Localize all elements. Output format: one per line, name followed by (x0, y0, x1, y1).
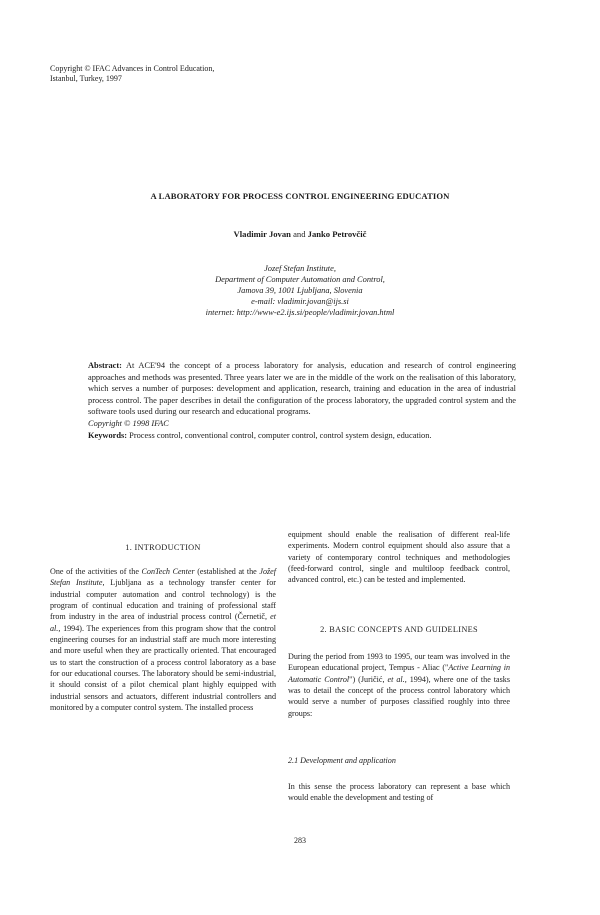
affiliation-internet: internet: http://www-e2.ijs.si/people/vladimir.jovan.html (205, 308, 395, 317)
author-name: Vladimir Jovan (233, 229, 291, 239)
affiliation (0, 263, 600, 318)
basic-concepts-paragraph (288, 651, 510, 719)
copyright-line: Copyright © IFAC Advances in Control Education, (50, 64, 215, 73)
keywords-text: Process control, conventional control, computer control, control system design, education. (127, 431, 432, 440)
text-run: One of the activities of the (50, 567, 142, 576)
section-heading-introduction: 1. INTRODUCTION (125, 543, 201, 552)
development-paragraph: In this sense the process laboratory can represent a base which would enable the development and testing of (288, 782, 510, 803)
subsection-heading: 2.1 Development and application (288, 756, 396, 765)
text-run-italic: ConTech Center (141, 567, 195, 576)
abstract-label: Abstract: (88, 361, 122, 370)
authors (0, 229, 600, 239)
author-conjunction: and (290, 229, 308, 239)
text-run: (established at the (194, 567, 260, 576)
text-run-italic: Active Learning in Automatic Control (288, 663, 510, 684)
text-run-italic: et al. (387, 674, 405, 684)
text-run: During the period from 1993 to 1995, our team was involved in the European educational project, Tempus - Aliac (" (288, 652, 510, 673)
text-run: , Ljubljana as a technology transfer center for industrial computer automation and control technology) is the program of continual education and training of professional staff from industry in the area of industrial process control (Černetič, (50, 578, 276, 622)
abstract (88, 360, 516, 430)
affiliation-institute: Jozef Stefan Institute, (264, 264, 336, 273)
text-run: ") (Juričić, (349, 674, 388, 684)
right-column-continuation: equipment should enable the realisation of different real-life experiments. Modern control equipment should also assure that a variety of contemporary control techniques and methodologies (feed-forward control, single and multiloop feedback control, advanced control, etc.) can be tested and implemented. (288, 530, 510, 585)
page-number: 283 (294, 836, 306, 845)
copyright-line: Istanbul, Turkey, 1997 (50, 74, 122, 83)
keywords-label: Keywords: (88, 431, 128, 440)
section-heading-basic-concepts: 2. BASIC CONCEPTS AND GUIDELINES (320, 625, 478, 634)
keywords (88, 430, 516, 442)
introduction-paragraph (50, 566, 276, 713)
affiliation-email: e-mail: vladimir.jovan@ijs.si (251, 297, 349, 306)
text-run-italic: et al. (50, 612, 276, 633)
text-run-italic: Jožef Stefan Institute (50, 567, 276, 588)
paper-title: A LABORATORY FOR PROCESS CONTROL ENGINEERING EDUCATION (150, 191, 450, 201)
affiliation-address: Jamova 39, 1001 Ljubljana, Slovenia (237, 286, 363, 295)
text-run: , 1994), where one of the tasks was to detail the concept of the process control laboratory which would serve a number of purposes classified roughly into three groups: (288, 674, 510, 718)
abstract-copyright: Copyright © 1998 IFAC (88, 418, 169, 428)
abstract-text: At ACE'94 the concept of a process laboratory for analysis, education and research of control engineering approaches and methods was presented. Three years later we are in the middle of the work on the realisation of this laboratory, which serves a number of purposes: development and application, research, training and education in the area of industrial process control. The paper describes in detail the configuration of the process laboratory, the upgraded control system and the software tools used during our research and educational programs. (88, 361, 516, 417)
copyright-header (50, 64, 214, 84)
author-name: Janko Petrovčič (307, 229, 367, 239)
text-run: , 1994). The experiences from this program show that the control engineering courses for an industrial staff are much more interesting and more useful when they are practically oriented. That encouraged us to start the construction of a process control laboratory as a base for our educational courses. The laboratory should be semi-industrial, it should consist of a pilot chemical plant highly equipped with industrial sensors and actuators, different industrial controllers and monitored by a computer control system. The installed process (50, 623, 276, 713)
affiliation-department: Department of Computer Automation and Control, (215, 275, 385, 284)
